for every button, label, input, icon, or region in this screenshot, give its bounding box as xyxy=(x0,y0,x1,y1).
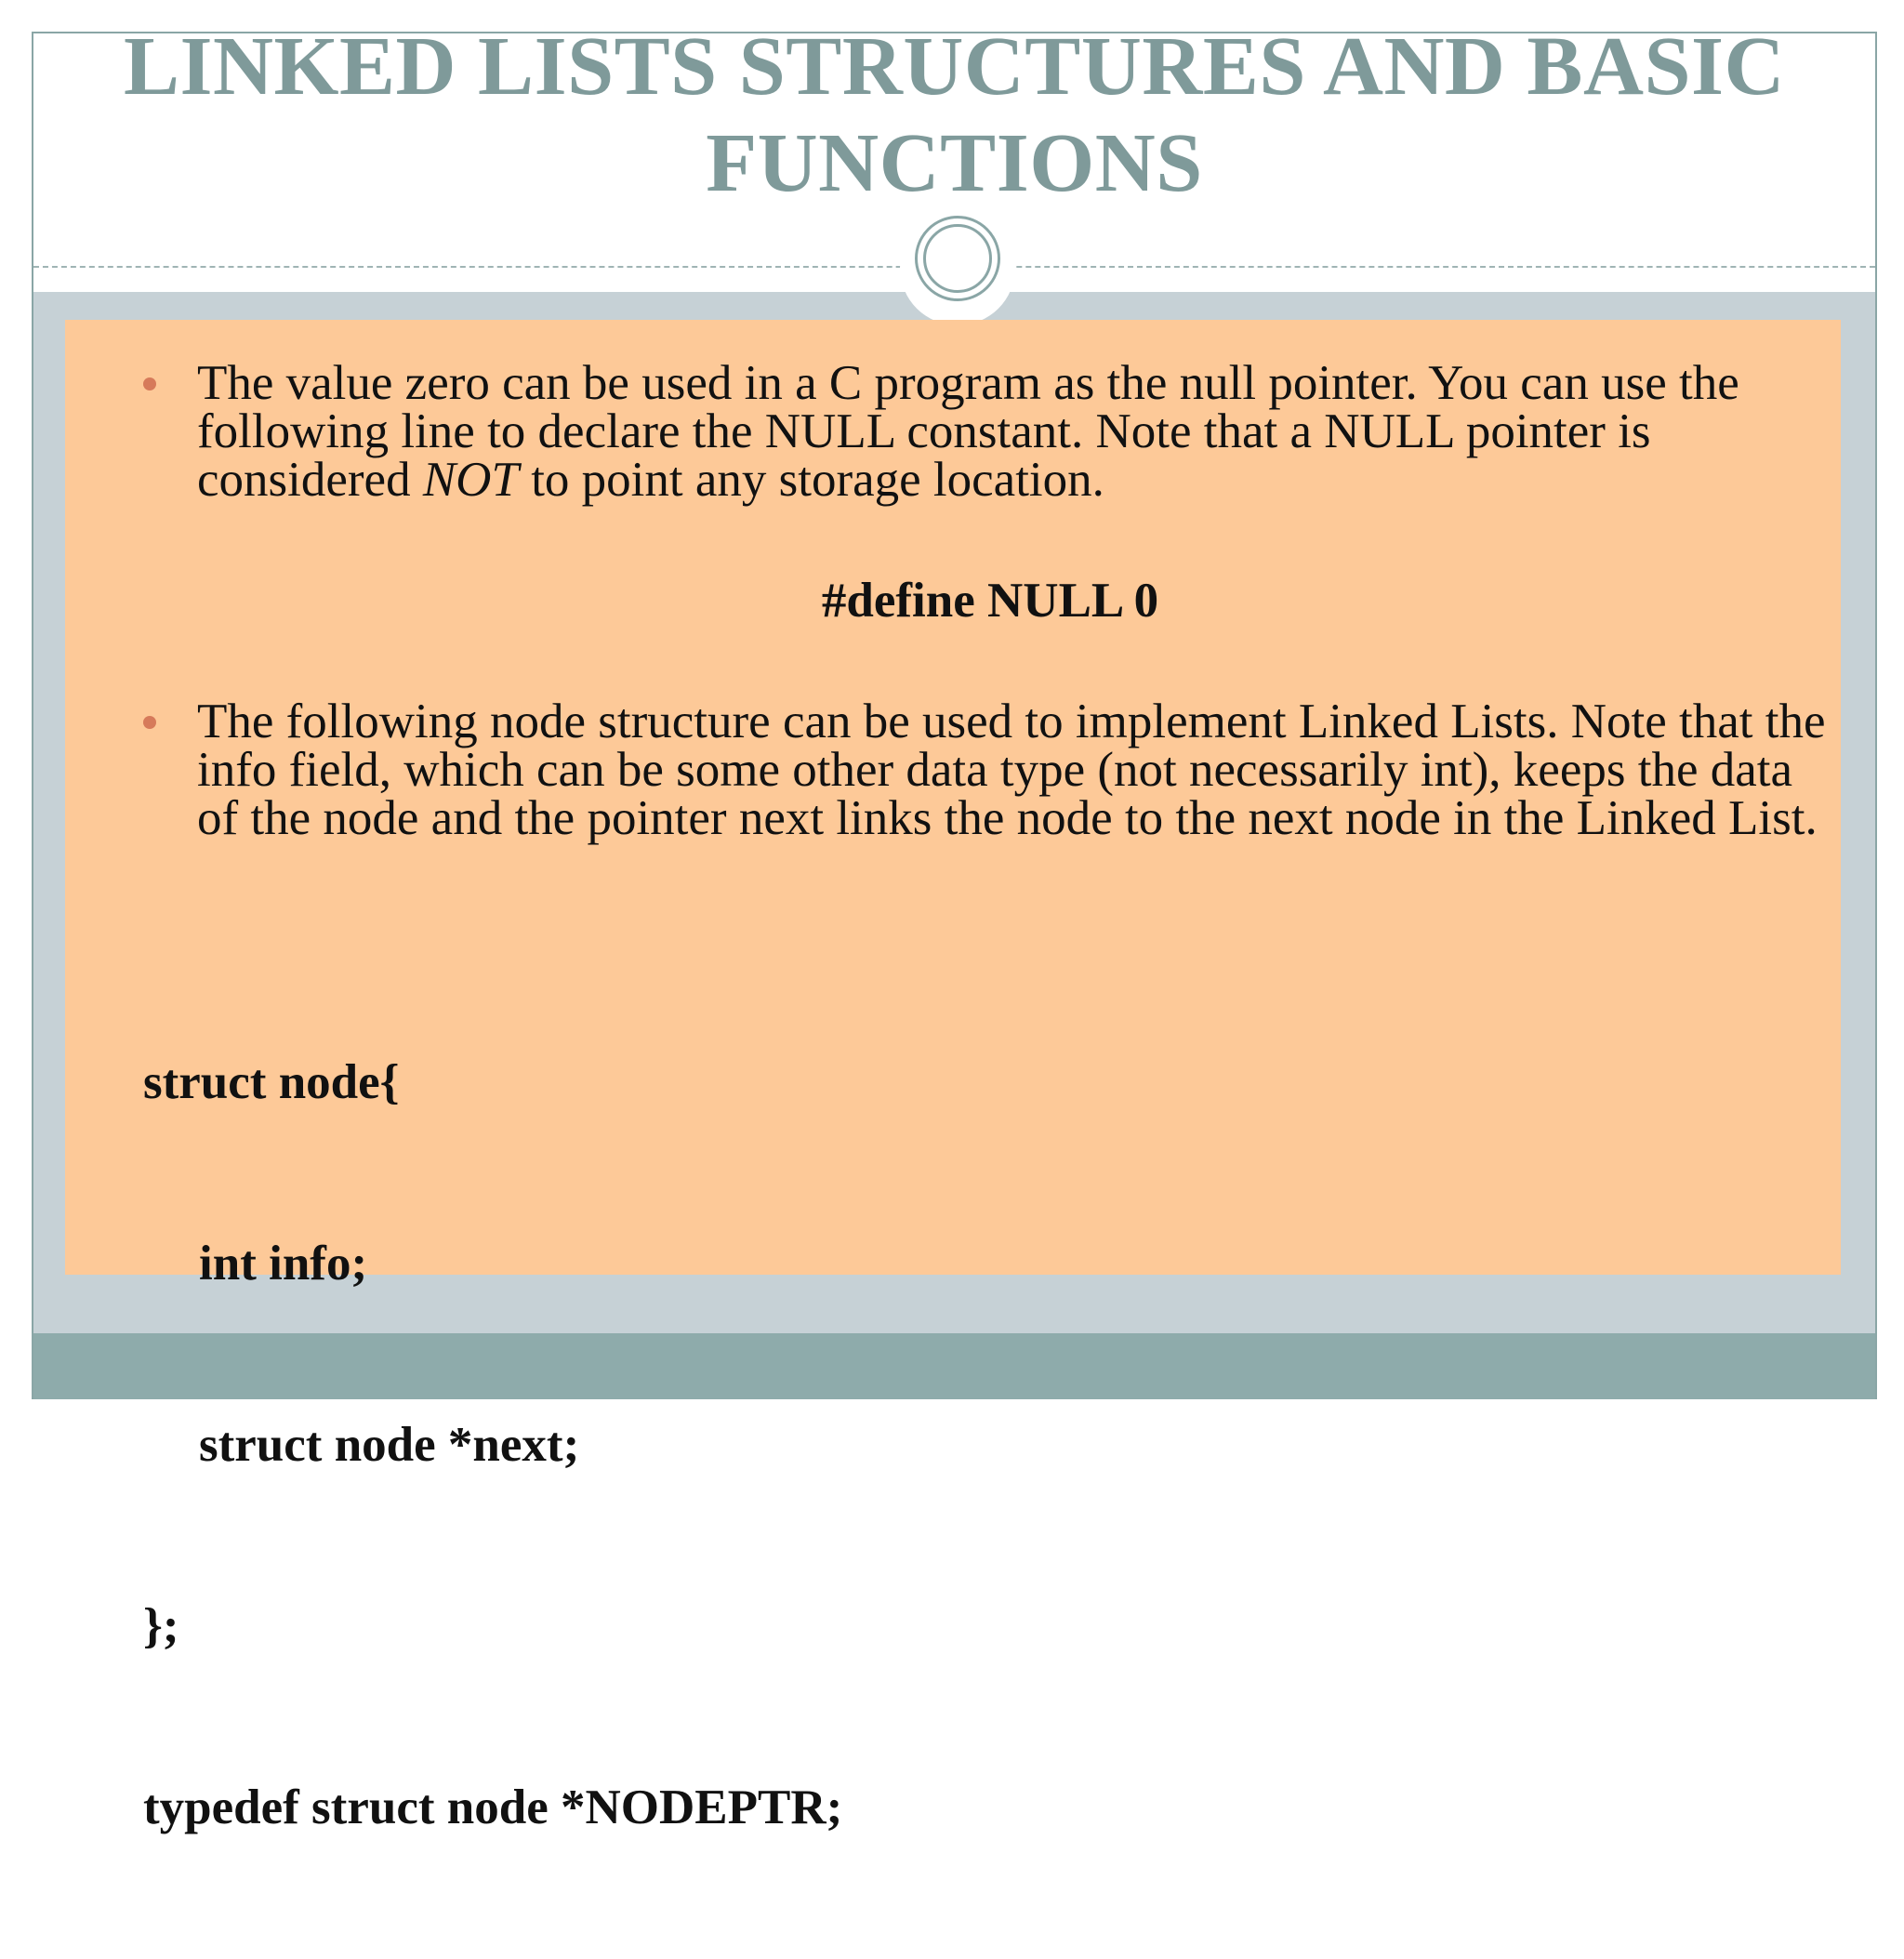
bullet-dot-icon xyxy=(143,716,156,729)
bullet-item-node-structure xyxy=(197,695,1843,845)
bullet-item-null-pointer xyxy=(197,356,1843,507)
code-line-3: struct node *next; xyxy=(199,1418,580,1472)
define-statement: #define NULL 0 xyxy=(821,574,1159,628)
bullet-emphasis: NOT xyxy=(422,453,519,507)
slide-title-line-2: FUNCTIONS xyxy=(706,117,1203,209)
bullet-text-part-2: to point any storage location. xyxy=(518,453,1104,507)
code-block xyxy=(143,932,842,1959)
code-line-5: typedef struct node *NODEPTR; xyxy=(143,1780,843,1834)
bullet-text: The following node structure can be used to implement Linked Lists. Note that the info field, which can be some other data type (not necessarily int), keeps the data of the node and the pointer next links the node to the next node in the Linked List. xyxy=(197,695,1826,845)
bullet-dot-icon xyxy=(143,377,156,390)
code-line-1: struct node{ xyxy=(143,1055,400,1109)
slide xyxy=(32,20,1877,1834)
bullet-text-part-1: The value zero can be used in a C program as the null pointer. You can use the following line to declare the NULL constant. Note that a NULL pointer is considered xyxy=(197,356,1739,507)
code-line-2: int info; xyxy=(199,1237,368,1291)
content-panel xyxy=(65,320,1841,1834)
slide-title-line-1: LINKED LISTS STRUCTURES AND BASIC xyxy=(123,20,1786,113)
code-line-4: }; xyxy=(143,1599,179,1653)
slide-title xyxy=(33,19,1875,212)
circle-ornament-inner-ring xyxy=(923,224,992,293)
